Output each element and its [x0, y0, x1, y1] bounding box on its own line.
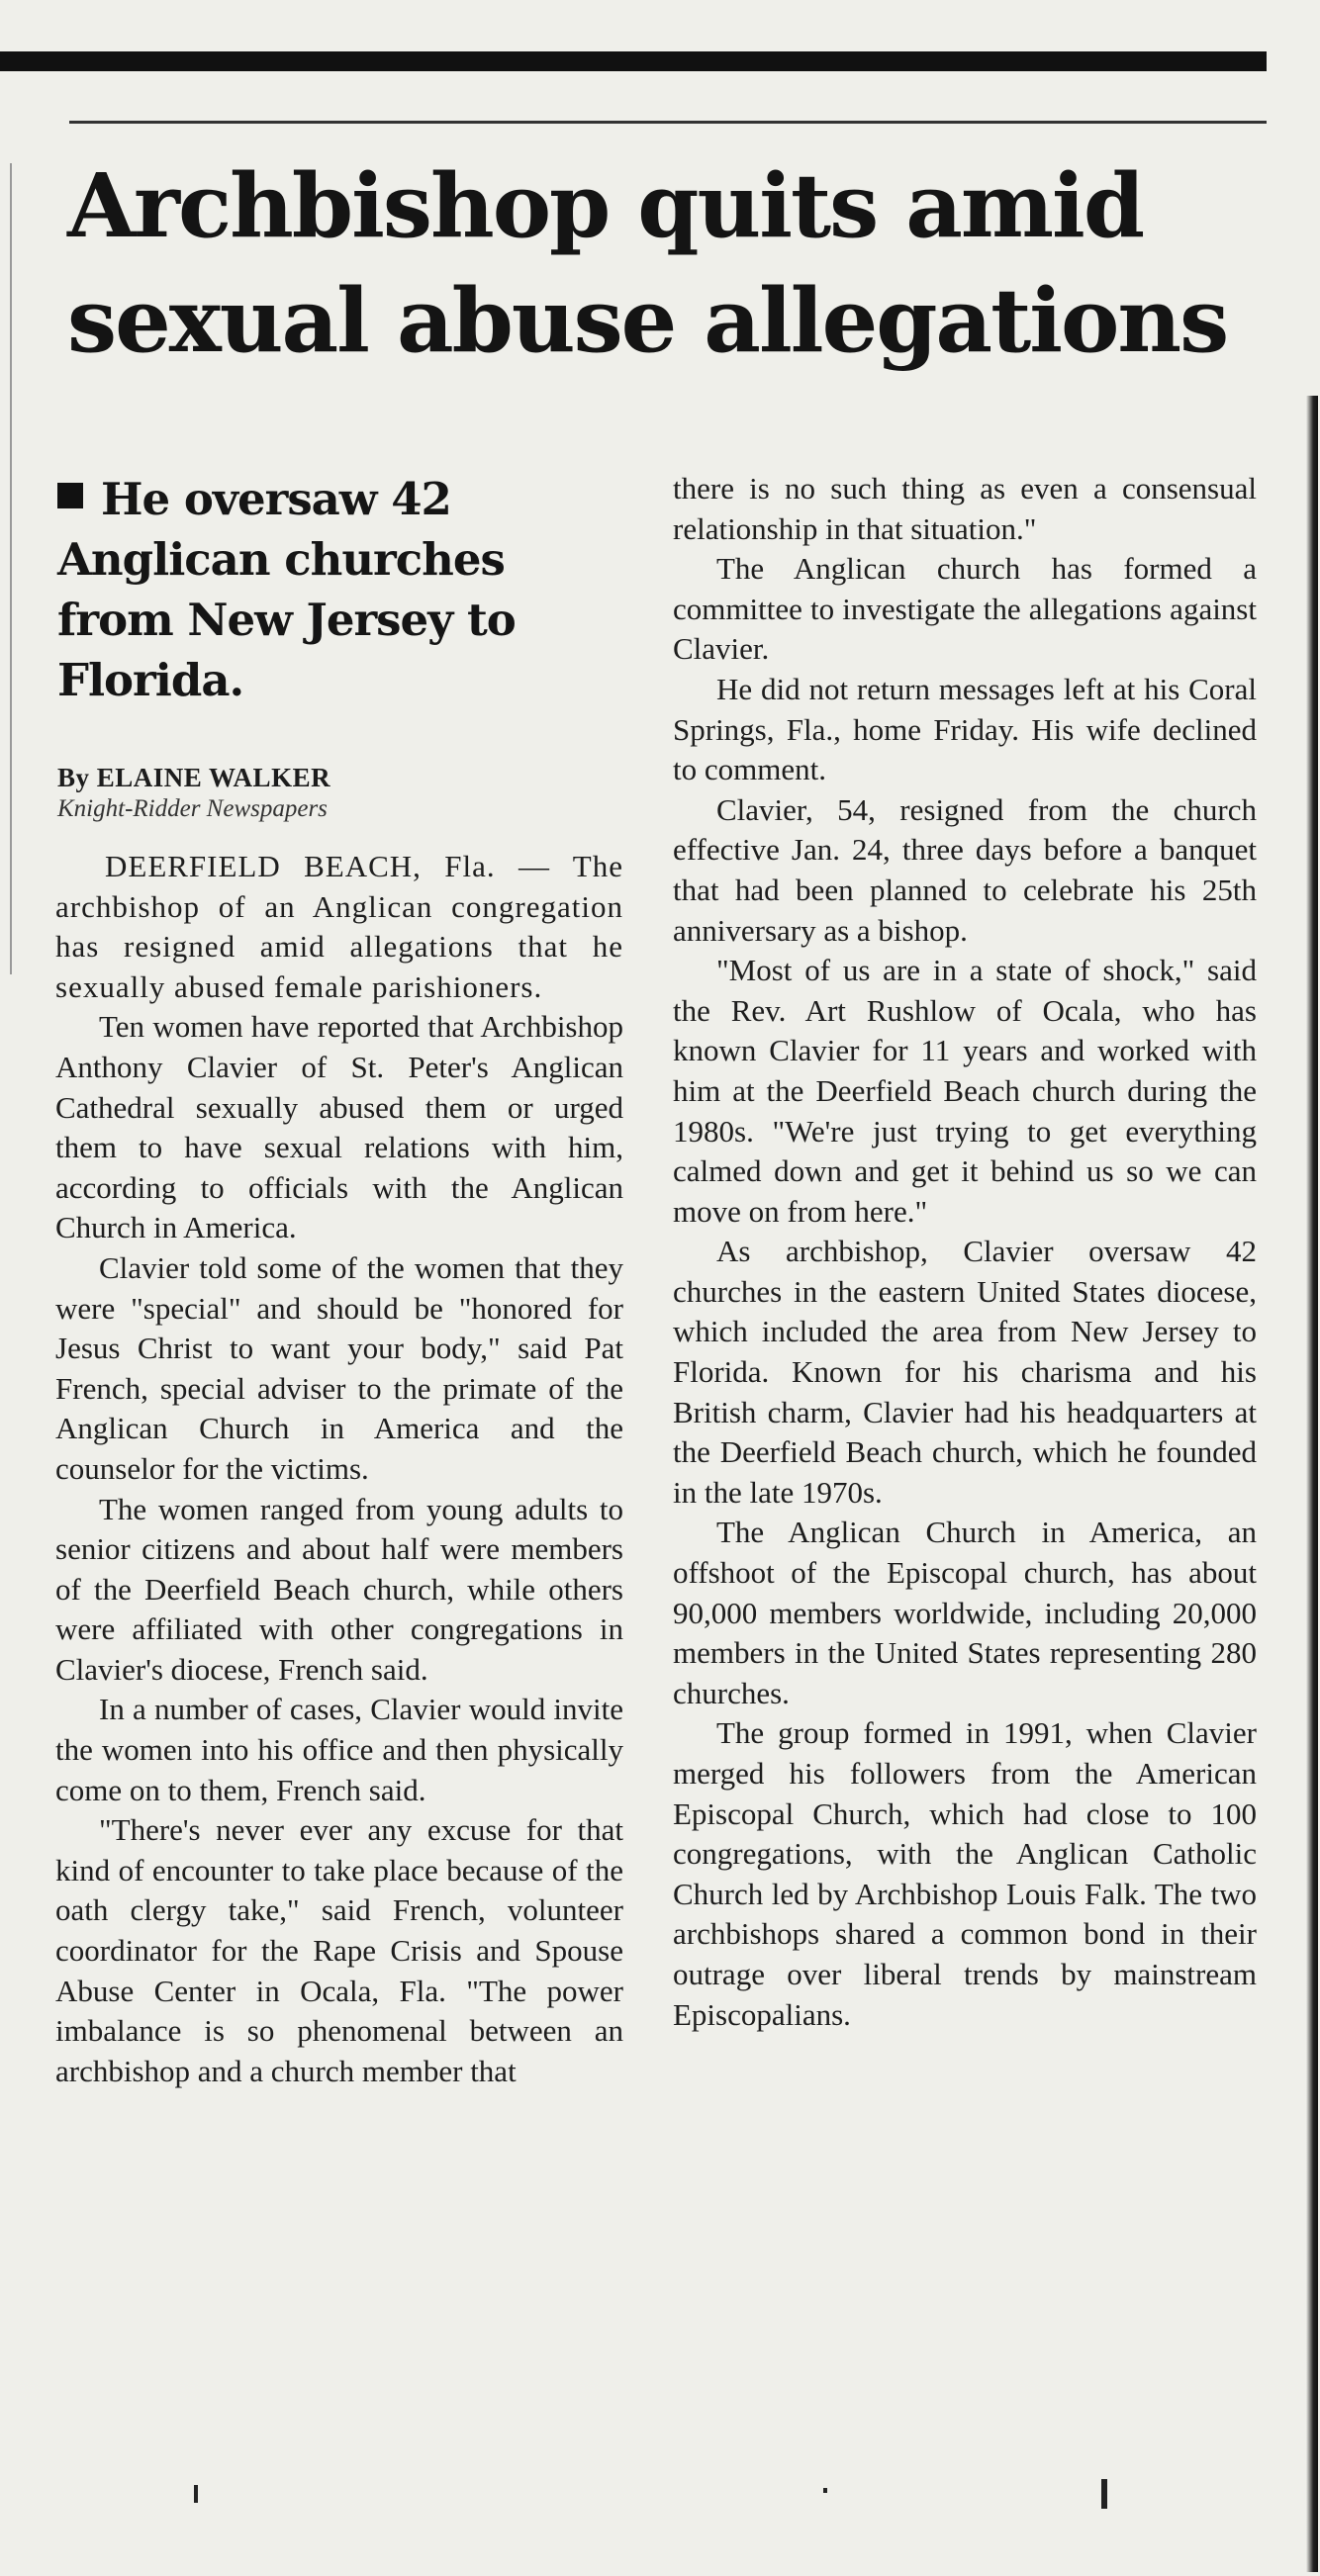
page-edge-right: [1306, 396, 1318, 2572]
article-column-1: [55, 847, 623, 2091]
paragraph: "Most of us are in a state of shock," said the Rev. Art Rushlow of Ocala, who has known Clavier for 11 years and worked with him at the Deerfield Beach church during the 1980s. "We're just trying to get everything calmed down and get it behind us so we can move on from here.": [673, 953, 1257, 1229]
headline-rule: [69, 121, 1267, 124]
deck-text: He oversaw 42 Anglican churches from New Jersey to Florida.: [57, 473, 516, 706]
paragraph: As archbishop, Clavier oversaw 42 churches in the eastern United States diocese, which included the area from New Jersey to Florida. Known for his charisma and his British charm, Clavier had his headquarters at the Deerfield Beach church, which he founded in the late 1970s.: [673, 1234, 1257, 1510]
paragraph: The women ranged from young adults to senior citizens and about half were members of the Deerfield Beach church, while others were affiliated with other congregations in Clavier's diocese, French said.: [55, 1491, 623, 1687]
paragraph: Clavier, 54, resigned from the church effective Jan. 24, three days before a banquet that had been planned to celebrate his 25th anniversary as a bishop.: [673, 791, 1257, 948]
paragraph: Ten women have reported that Archbishop Anthony Clavier of St. Peter's Anglican Cathedral sexually abused them or urged them to have sexual relations with him, according to officials with the Anglican Church in America.: [55, 1009, 623, 1245]
paragraph: He did not return messages left at his Coral Springs, Fla., home Friday. His wife declined to comment.: [673, 671, 1257, 787]
byline-agency: Knight-Ridder Newspapers: [57, 795, 328, 822]
paragraph: The group formed in 1991, when Clavier merged his followers from the American Episcopal Church, which had close to 100 congregations, with the Anglican Catholic Church led by Archbishop Louis Falk. The two archbishops shared a common bond in their outrage over liberal trends by mainstream Episcopalians.: [673, 1715, 1257, 2032]
bullet-square-icon: [57, 483, 83, 508]
page-edge-left: [10, 163, 12, 974]
headline: Archbishop quits amid sexual abuse allegations: [67, 153, 1228, 372]
byline: [57, 762, 612, 825]
paragraph: In a number of cases, Clavier would invite the women into his office and then physically come on to them, French said.: [55, 1692, 623, 1807]
article-column-2: [673, 469, 1257, 2035]
paragraph: Clavier told some of the women that they were "special" and should be "honored for Jesus Christ to want your body," said Pat French, special adviser to the primate of the Anglican Church in America and the counselor for the victims.: [55, 1249, 623, 1486]
print-speck: [194, 2485, 198, 2503]
print-speck: [1101, 2479, 1107, 2509]
top-rule: [0, 51, 1267, 71]
deck: [57, 469, 631, 710]
paragraph: "There's never ever any excuse for that kind of encounter to take place because of the oath clergy take," said French, volunteer coordinator for the Rape Crisis and Spouse Abuse Center in Ocala, Fla. "The power imbalance is so phenomenal between an archbishop and a church member that: [55, 1812, 623, 2088]
paragraph: The Anglican Church in America, an offshoot of the Episcopal church, has about 90,000 members worldwide, including 20,000 members in the United States representing 280 churches.: [673, 1515, 1257, 1710]
byline-author: By ELAINE WALKER: [57, 763, 331, 792]
paragraph: DEERFIELD BEACH, Fla. — The archbishop of an Anglican congregation has resigned amid allegations that he sexually abused female parishioners.: [55, 849, 623, 1004]
paragraph-continued: there is no such thing as even a consensual relationship in that situation.": [673, 471, 1257, 546]
paragraph: The Anglican church has formed a committee to investigate the allegations against Clavier.: [673, 551, 1257, 667]
print-speck: [823, 2488, 827, 2493]
